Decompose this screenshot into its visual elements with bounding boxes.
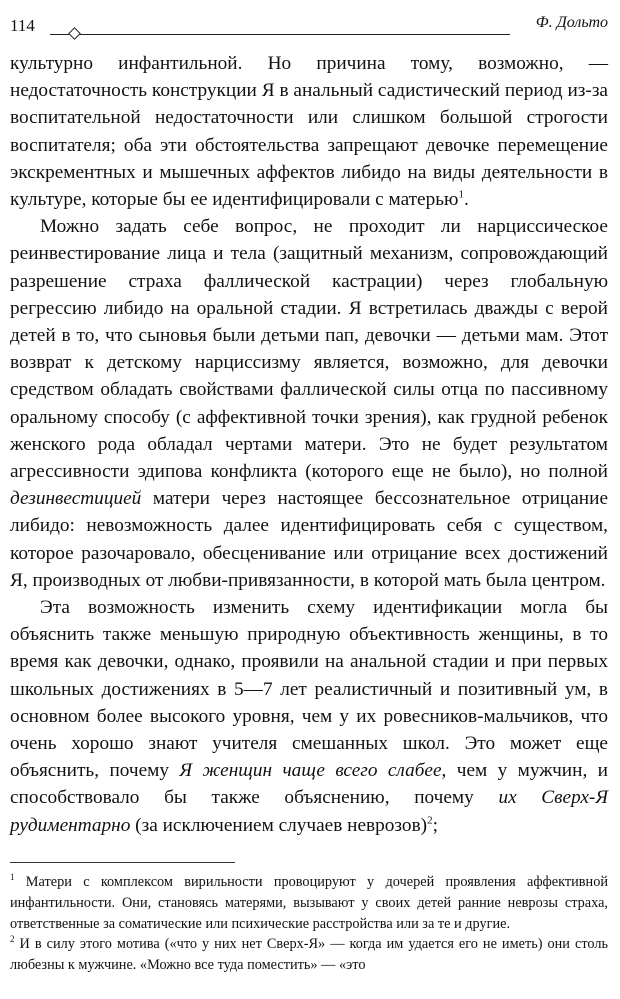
page-header <box>0 12 620 38</box>
emphasis-term: дезинвестицией <box>10 488 142 510</box>
paragraph-2: Можно задать себе вопрос, не проходит ли нарциссическое реинвестирование лица и тела (защитный механизм, сопровождающий разрешение страха фаллической кастрации) через глобальную регрессию либидо на оральной стадии. Я встретилась дважды с верой детей в то, что сыновья были детьми пап, девочки — детьми мам. Этот возврат к детскому нарциссизму является, возможно, для девочки средством обладать свойствами фаллической силы отца по пассивному оральному способу (с аффективной точки зрения), как грудной ребенок женского рода обладал чертами матери. Это не будет результатом агрессивности эдипова конфликта (которого еще не было), но полной дезинвестицией матери через настоящее бессознательное отрицание либидо: невозможность далее идентифицировать себя с существом, которое разочаровало, обесценивание или отрицание всех достижений Я, производных от любви-привязанности, в которой мать была центром. <box>10 216 608 591</box>
footnote-divider <box>10 862 235 863</box>
footnotes <box>10 872 608 976</box>
paragraph-1: культурно инфантильной. Но причина тому, возможно, — недостаточность конструкции Я в анальный садистический период из-за воспитательной недостаточности или слишком большой строгости воспитателя; оба эти обстоятельства запрещают девочке перемещение экскрементных и мышечных аффектов либидо на виды деятельности в культуре, которые бы ее идентифицировали с матерью$^1$. <box>10 53 608 211</box>
diamond-ornament-icon <box>68 27 81 40</box>
page-number: 114 <box>10 16 35 35</box>
footnote-1: $^1$ Матери с комплексом вирильности провоцируют у дочерей проявления аффективной инфантильности. Они, становясь матерями, вызывают у своих детей ранние неврозы страха, ответственные за соматические или психические расстройства или за те и другие. <box>10 872 608 932</box>
emphasis-phrase-1: Я женщин чаще всего слабее <box>179 760 442 782</box>
footnote-2: $^2$ И в силу этого мотива («что у них нет Сверх-Я» — когда им удается его не иметь) они столь любезны к мужчине. «Можно все туда поместить» — «это <box>10 934 608 974</box>
footnote-ref-1: 1 <box>458 188 464 201</box>
main-text <box>10 50 608 839</box>
header-rule <box>50 34 510 35</box>
emphasis-phrase-2: их Сверх-Я рудиментарно <box>10 787 608 836</box>
footnote-ref-2: 2 <box>427 814 433 827</box>
paragraph-3: Эта возможность изменить схему идентификации могла бы объяснить также меньшую природную объективность женщины, в то время как девочки, однако, проявили на анальной стадии и при первых школьных достижениях в 5—7 лет реалистичный и позитивный ум, в основном более высокого уровня, чем у их ровесников-мальчиков, что очень хорошо знают учителя смешанных школ. Это может еще объяснить, почему Я женщин чаще всего слабее, чем у мужчин, и способствовало бы также объяснению, почему их Сверх-Я рудиментарно (за исключением случаев неврозов)$^2$; <box>10 597 608 836</box>
running-title: Ф. Дольто <box>535 14 608 31</box>
